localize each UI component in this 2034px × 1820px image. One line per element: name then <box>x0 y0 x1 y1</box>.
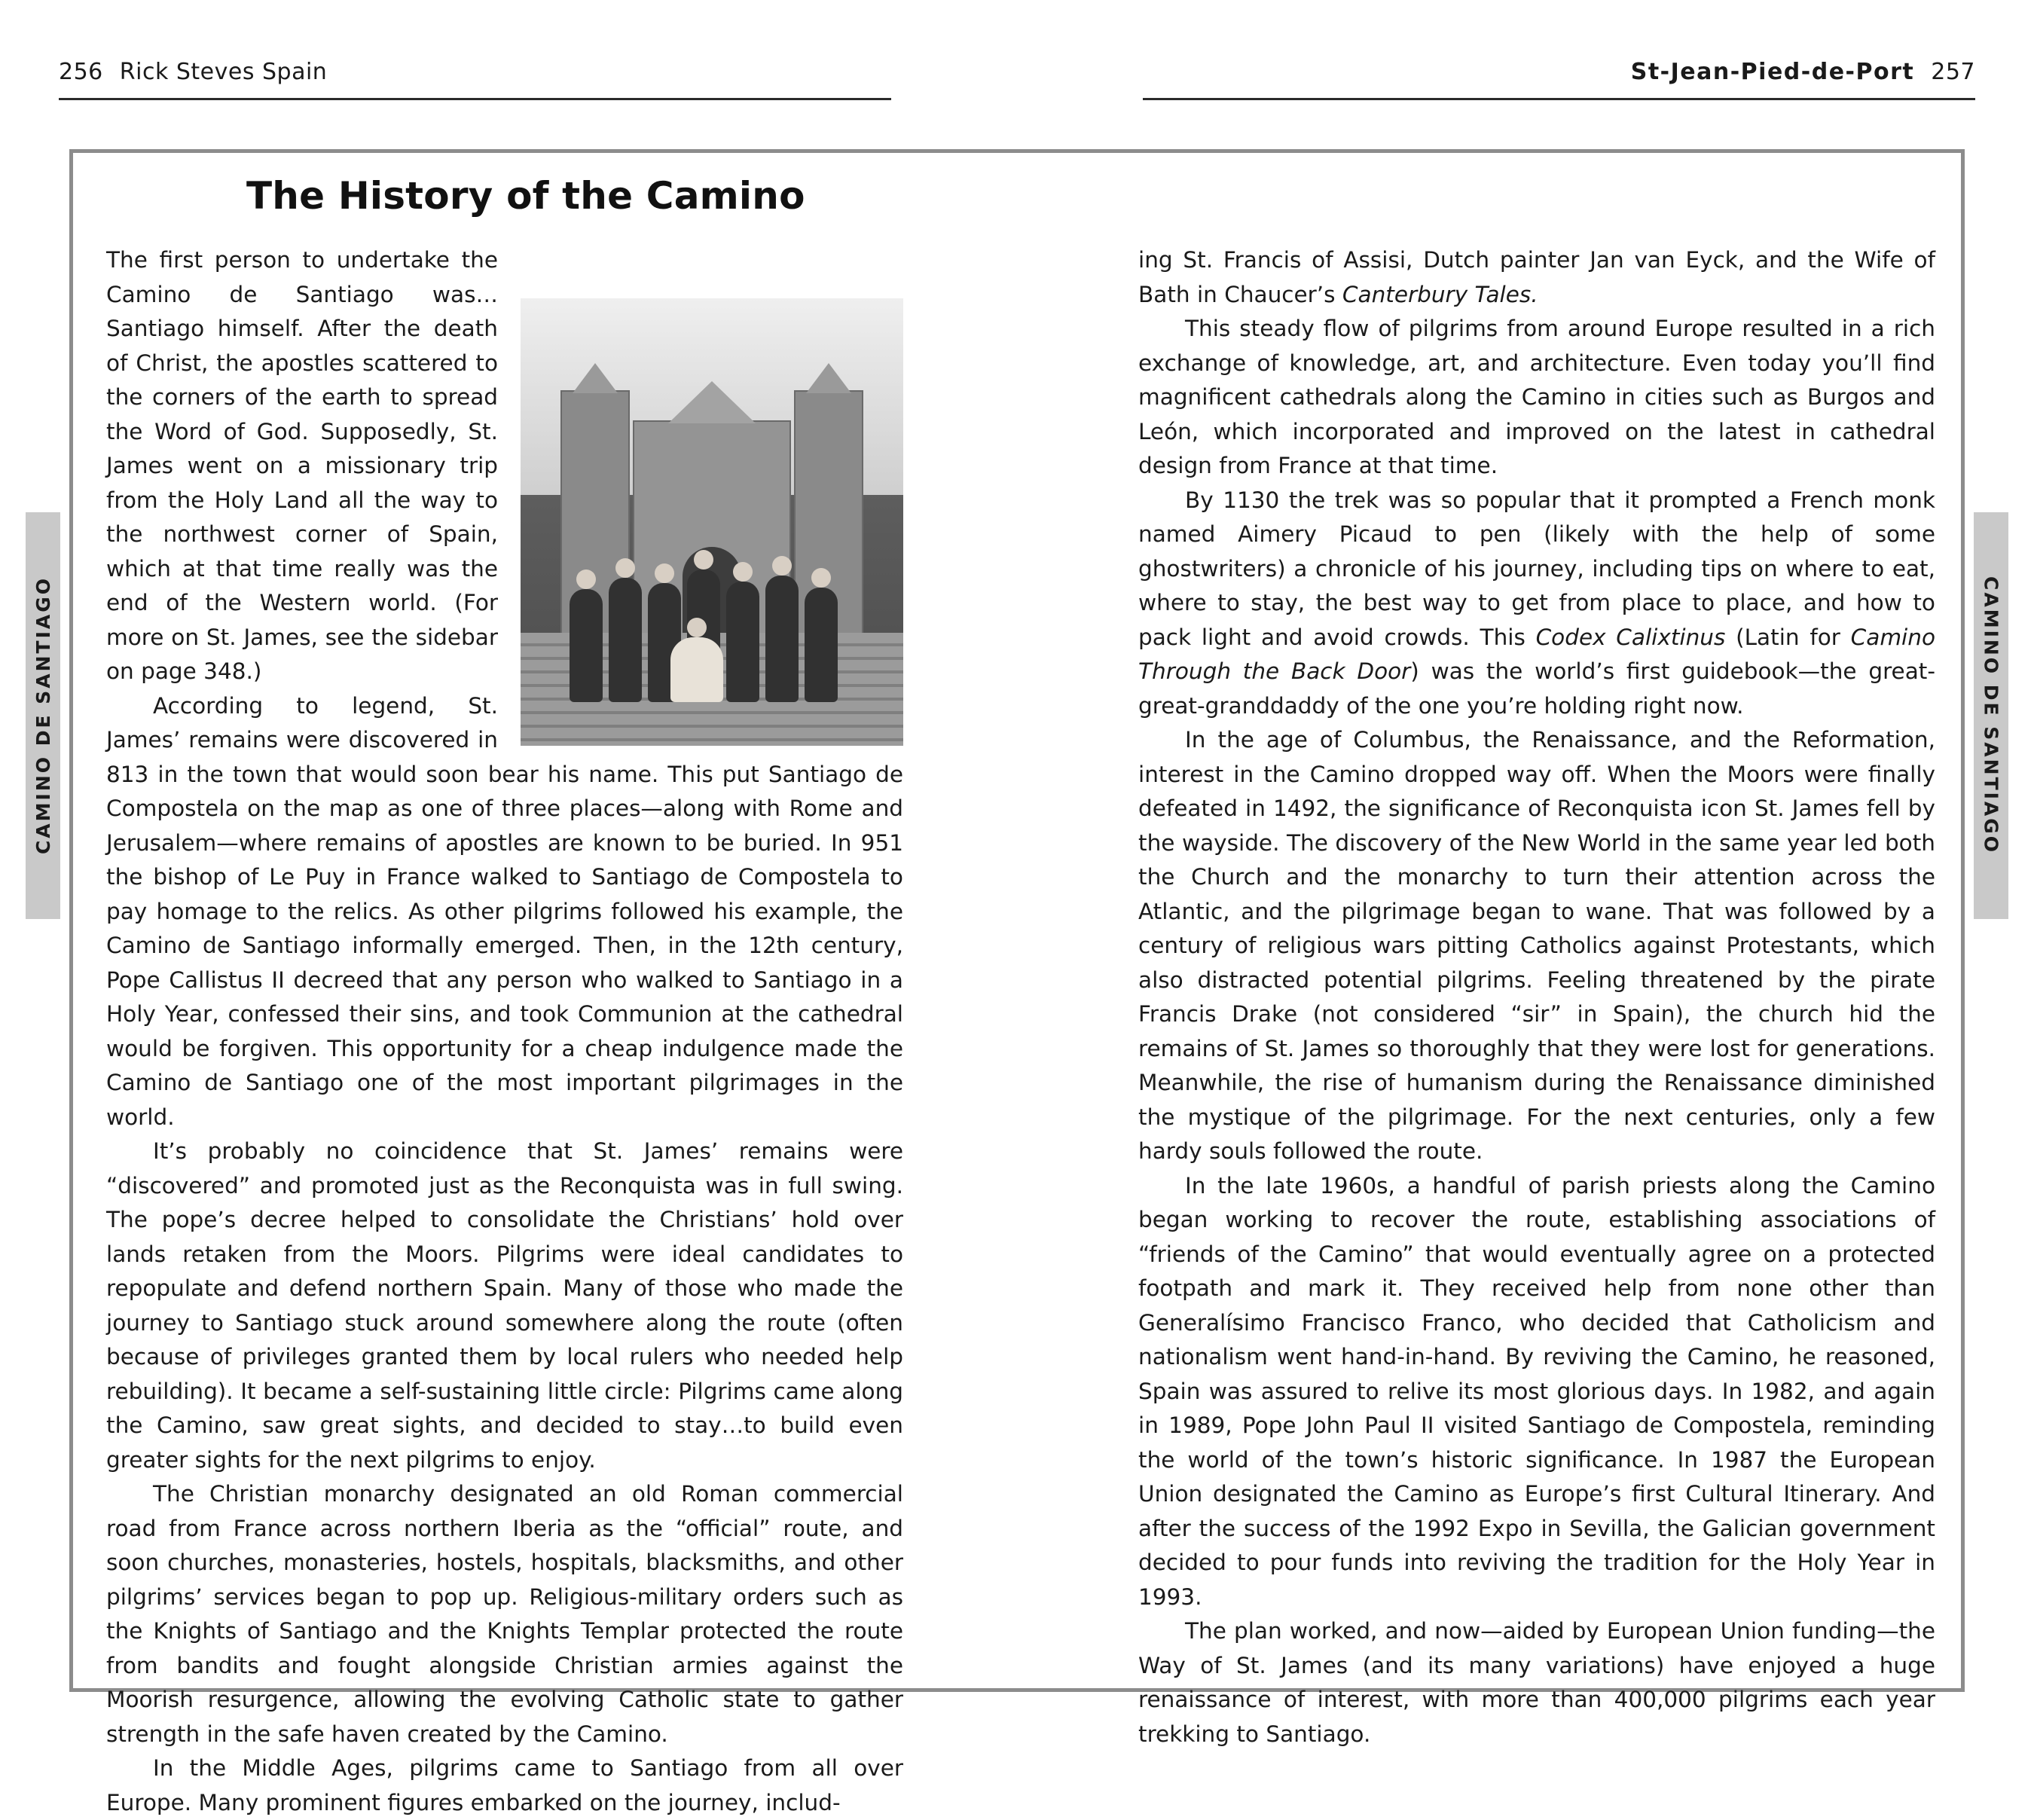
paragraph: In the late 1960s, a handful of parish priests along the Camino began working to recover the route, establishing associations of “friends of the Camino” that would eventually agree on a protected footpath and mark it. They received help from none other than Generalísimo Francisco Franco, who decided that Catholicism and nationalism went hand-in-hand. By reviving the Camino, he reasoned, Spain was assured to relive its most glorious days. In 1982, and again in 1989, Pope John Paul II visited Santiago de Compostela, reminding the world of the town’s historic significance. In 1987 the European Union designated the Camino as Europe’s first Cultural Itinerary. And after the success of the 1992 Expo in Sevilla, the Galician government decided to pour funds into reviving the tradition for the Holy Year in 1993. <box>1138 1172 1935 1610</box>
paragraph-text: By 1130 the trek was so popular that it prompted a French monk named Aimery Picaud to pen (likely with the help of some ghostwriters) a chronicle of his journey, including tips on where to eat, where to stay, the best way to get from place to place, and how to pack light and avoid crowds. This <box>1138 487 1935 650</box>
pilgrim-figure <box>609 578 642 702</box>
page-number-left: 256 <box>59 59 103 85</box>
running-head <box>0 59 2034 104</box>
header-rule-right <box>1143 98 1975 100</box>
paragraph <box>1138 243 1935 312</box>
paragraph: The first person to undertake the Camino de Santiago was…Santiago himself. After the death of Christ, the apostles scattered to the corners of the earth to spread the Word of God. Supposedly, St. James went on a missionary trip from the Holy Land all the way to the northwest corner of Spain, which at that time really was the end of the Western world. (For more on St. James, see the sidebar on page 348.) <box>106 247 498 684</box>
pilgrim-figure <box>805 588 838 702</box>
pilgrim-figure <box>726 582 759 702</box>
pilgrim-group <box>565 529 859 702</box>
pilgrim-figure <box>765 576 799 702</box>
paragraph <box>1138 484 1935 724</box>
paragraph-text: ) was the world’s first guidebook—the great-great-granddaddy of the one you’re holding right now. <box>1138 658 1935 719</box>
paragraph: The Christian monarchy designated an old Roman commercial road from France across northern Iberia as the “official” route, and soon churches, monasteries, hostels, hospitals, blacksmiths, and other pilgrims’ services began to pop up. Religious-military orders such as the Knights of Santiago and the Knights Templar protected the route from bandits and fought alongside Christian armies against the Moorish resurgence, allowing the evolving Catholic state to gather strength in the safe haven created by the Camino. <box>106 1481 903 1747</box>
header-rule-left <box>59 98 891 100</box>
running-head-left <box>59 59 902 85</box>
codex-title-italic: Codex Calixtinus <box>1535 624 1726 650</box>
column-right <box>1138 243 1935 1751</box>
pilgrim-figure-kneeling <box>670 637 723 702</box>
page-number-right: 257 <box>1931 59 1975 85</box>
paragraph-text: ing St. Francis of Assisi, Dutch painter Jan van Eyck, and the Wife of Bath in Chaucer’s <box>1138 247 1935 307</box>
paragraph: According to legend, St. James’ remains were discovered in 813 in the town that would soon bear his name. This put Santiago de Compostela on the map as one of three places—along with Rome and Jerusalem—where remains of apostles are known to be buried. In 951 the bishop of Le Puy in France walked to Santiago de Compostela to pay homage to the relics. As other pilgrims followed his example, the Camino de Santiago informally emerged. Then, in the 12th century, Pope Callistus II decreed that any person who walked to Santiago in a Holy Year, confessed their sins, and took Communion at the cathedral would be forgiven. This opportunity for a cheap indulgence made the Camino de Santiago one of the most important pilgrimages in the world. <box>106 692 903 1130</box>
cathedral-photo <box>521 298 903 746</box>
paragraph: In the Middle Ages, pilgrims came to Santiago from all over Europe. Many prominent figures embarked on the journey, includ- <box>106 1755 903 1815</box>
sidebar-box <box>69 149 1965 1815</box>
chapter-title: St-Jean-Pied-de-Port <box>1630 59 1915 85</box>
book-title: Rick Steves Spain <box>119 59 328 85</box>
running-head-right <box>1132 59 1975 85</box>
paragraph-text: (Latin for <box>1725 624 1851 650</box>
paragraph: It’s probably no coincidence that St. James’ remains were “discovered” and promoted just as the Reconquista was in full swing. The pope’s decree helped to consolidate the Christians’ hold over lands retaken from the Moors. Pilgrims were ideal candidates to repopulate and defend northern Spain. Many of those who made the journey to Santiago stuck around somewhere along the route (often because of privileges granted them by local rulers who needed help rebuilding). It became a self-sustaining little circle: Pilgrims came along the Camino, saw great sights, and decided to stay…to build even greater sights for the next pilgrims to enjoy. <box>106 1138 903 1473</box>
sidebar-title: The History of the Camino <box>246 174 805 218</box>
side-tab-right-label: CAMINO DE SANTIAGO <box>1980 576 2002 855</box>
paragraph: The plan worked, and now—aided by European Union funding—the Way of St. James (and its many variations) have enjoyed a huge renaissance of interest, with more than 400,000 pilgrims each year trekking to Santiago. <box>1138 1618 1935 1747</box>
paragraph: This steady flow of pilgrims from around Europe resulted in a rich exchange of knowledge, art, and architecture. Even today you’ll find magnificent cathedrals along the Camino in cities such as Burgos and León, which incorporated and improved on the latest in cathedral design from France at that time. <box>1138 316 1935 478</box>
sidebar-content <box>106 174 1935 1815</box>
side-tab-right <box>1974 512 2008 919</box>
codex-translation-italic: Camino Through the Back Door <box>1138 624 1935 684</box>
paragraph: In the age of Columbus, the Renaissance, and the Reformation, interest in the Camino dropped way off. When the Moors were finally defeated in 1492, the significance of Reconquista icon St. James fell by the wayside. The discovery of the New World in the same year led both the Church and the monarchy to turn their attention across the Atlantic, and the pilgrimage began to wane. That was followed by a century of religious wars pitting Catholics against Protestants, which also distracted potential pilgrims. Feeling threatened by the pirate Francis Drake (not considered “sir” in Spain), the church hid the remains of St. James so thoroughly that they were lost for generations. Meanwhile, the rise of humanism during the Renaissance diminished the mystique of the pilgrimage. For the next centuries, only a few hardy souls followed the route. <box>1138 727 1935 1164</box>
book-title-italic: Canterbury Tales. <box>1342 281 1538 307</box>
column-left <box>106 243 903 1820</box>
pilgrim-figure <box>570 589 603 702</box>
side-tab-left-label: CAMINO DE SANTIAGO <box>32 576 54 855</box>
side-tab-left <box>26 512 60 919</box>
